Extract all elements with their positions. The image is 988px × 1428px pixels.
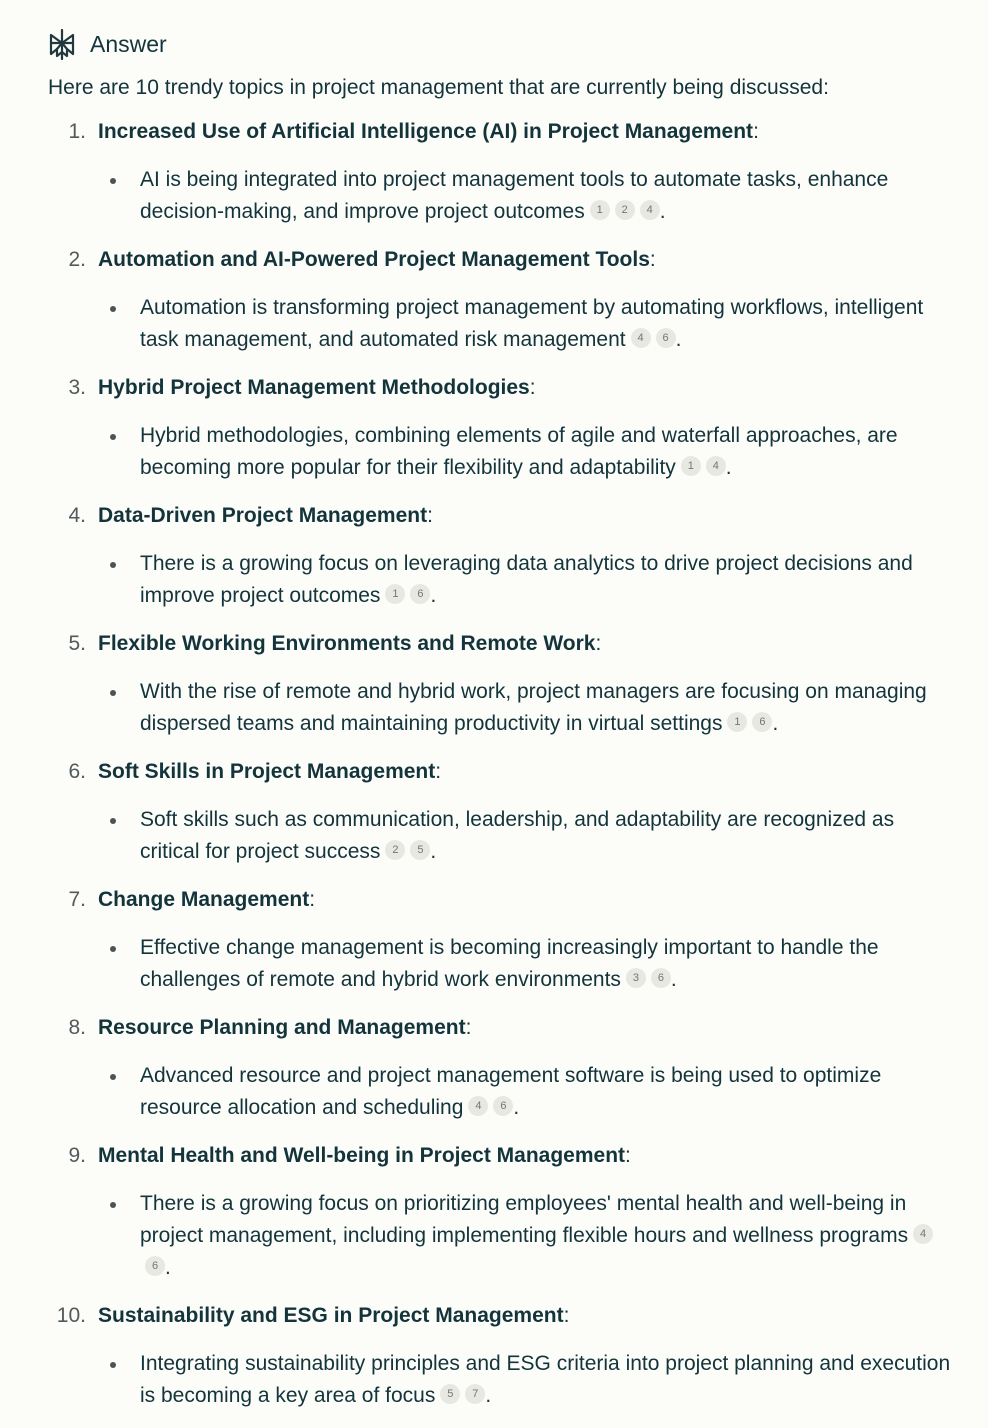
topic-detail: There is a growing focus on leveraging data analytics to drive project decisions and improve project outcomes 1 6 .: [140, 552, 913, 607]
topic-item: [48, 500, 948, 628]
citation-badge[interactable]: 1: [727, 712, 747, 732]
citation-badge[interactable]: 7: [465, 1384, 485, 1404]
topic-number: 3.: [68, 376, 86, 399]
topic-heading: Mental Health and Well-being in Project Management:: [98, 1144, 631, 1167]
citation-badge[interactable]: 3: [626, 968, 646, 988]
answer-intro: Here are 10 trendy topics in project management that are currently being discussed:: [48, 76, 829, 99]
perplexity-icon: [48, 28, 76, 60]
topic-detail-text: Advanced resource and project management software is being used to optimize resource allocation and scheduling: [140, 1064, 882, 1119]
topic-detail: Integrating sustainability principles and ESG criteria into project planning and execution is becoming a key area of focus 5 7 .: [140, 1352, 951, 1407]
citation-badge[interactable]: 4: [631, 328, 651, 348]
topic-list: [48, 116, 951, 1428]
citation-badge[interactable]: 4: [706, 456, 726, 476]
topic-number: 4.: [68, 504, 86, 527]
topic-detail-text: Integrating sustainability principles and ESG criteria into project planning and execution is becoming a key area of focus: [140, 1352, 951, 1407]
topic-heading: Change Management:: [98, 888, 316, 911]
topic-detail: Automation is transforming project management by automating workflows, intelligent task management, and automated risk management 4 6 .: [140, 296, 924, 351]
topic-title: Data-Driven Project Management: [98, 504, 428, 527]
citation-badge[interactable]: 5: [440, 1384, 460, 1404]
bullet-icon: [110, 946, 116, 952]
topic-number: 6.: [68, 760, 86, 783]
topic-detail-text: There is a growing focus on prioritizing employees' mental health and well-being in project management, including implementing flexible hours and wellness programs: [140, 1192, 909, 1247]
topic-item: [48, 372, 948, 500]
topic-title: Change Management: [98, 888, 310, 911]
citation-badge[interactable]: 2: [615, 200, 635, 220]
citation-badge[interactable]: 6: [493, 1096, 513, 1116]
citation-badge[interactable]: 6: [752, 712, 772, 732]
topic-detail: Hybrid methodologies, combining elements of agile and waterfall approaches, are becoming more popular for their flexibility and adaptability 1 4 .: [140, 424, 898, 479]
citation-badge[interactable]: 4: [913, 1224, 933, 1244]
topic-number: 1.: [68, 120, 86, 143]
topic-title: Soft Skills in Project Management: [98, 760, 436, 783]
topic-title: Increased Use of Artificial Intelligence (AI) in Project Management: [98, 120, 754, 143]
topic-detail-text: There is a growing focus on leveraging data analytics to drive project decisions and improve project outcomes: [140, 552, 913, 607]
answer-heading: Answer: [90, 31, 167, 57]
topic-item: [48, 1300, 951, 1428]
topic-item: [48, 1140, 948, 1300]
topic-heading: Soft Skills in Project Management:: [98, 760, 442, 783]
bullet-icon: [110, 1362, 116, 1368]
topic-title: Automation and AI-Powered Project Management Tools: [98, 248, 650, 271]
topic-detail-text: AI is being integrated into project management tools to automate tasks, enhance decision-making, and improve project outcomes: [140, 168, 889, 223]
bullet-icon: [110, 562, 116, 568]
topic-detail-text: Hybrid methodologies, combining elements of agile and waterfall approaches, are becoming more popular for their flexibility and adaptability: [140, 424, 898, 479]
topic-detail: With the rise of remote and hybrid work, project managers are focusing on managing dispersed teams and maintaining productivity in virtual settings 1 6 .: [140, 680, 927, 735]
topic-detail-text: Soft skills such as communication, leadership, and adaptability are recognized as critical for project success: [140, 808, 895, 863]
topic-detail: Advanced resource and project management software is being used to optimize resource allocation and scheduling 4 6 .: [140, 1064, 882, 1119]
topic-number: 5.: [68, 632, 86, 655]
citation-badge[interactable]: 6: [656, 328, 676, 348]
bullet-icon: [110, 434, 116, 440]
topic-item: [48, 884, 948, 1012]
topic-heading: Data-Driven Project Management:: [98, 504, 433, 527]
topic-title: Hybrid Project Management Methodologies: [98, 376, 530, 399]
bullet-icon: [110, 818, 116, 824]
topic-item: [48, 756, 948, 884]
bullet-icon: [110, 178, 116, 184]
topic-detail-text: With the rise of remote and hybrid work, project managers are focusing on managing dispersed teams and maintaining productivity in virtual settings: [140, 680, 927, 735]
citation-badge[interactable]: 1: [385, 584, 405, 604]
topic-title: Sustainability and ESG in Project Management: [98, 1304, 564, 1327]
citation-badge[interactable]: 6: [651, 968, 671, 988]
topic-item: [48, 1012, 948, 1140]
bullet-icon: [110, 1074, 116, 1080]
topic-heading: Sustainability and ESG in Project Management:: [98, 1304, 570, 1327]
topic-detail: Effective change management is becoming increasingly important to handle the challenges of remote and hybrid work environments 3 6 .: [140, 936, 879, 991]
topic-title: Resource Planning and Management: [98, 1016, 466, 1039]
citation-badge[interactable]: 1: [681, 456, 701, 476]
bullet-icon: [110, 690, 116, 696]
topic-item: [48, 244, 948, 372]
topic-heading: Hybrid Project Management Methodologies:: [98, 376, 536, 399]
citation-badge[interactable]: 6: [145, 1256, 165, 1276]
topic-heading: Automation and AI-Powered Project Management Tools:: [98, 248, 656, 271]
topic-detail: Soft skills such as communication, leadership, and adaptability are recognized as critical for project success 2 5 .: [140, 808, 895, 863]
topic-detail-text: Automation is transforming project management by automating workflows, intelligent task management, and automated risk management: [140, 296, 924, 351]
bullet-icon: [110, 1202, 116, 1208]
topic-detail: AI is being integrated into project management tools to automate tasks, enhance decision-making, and improve project outcomes 1 2 4 .: [140, 168, 889, 223]
citation-badge[interactable]: 2: [385, 840, 405, 860]
topic-detail-text: Effective change management is becoming increasingly important to handle the challenges of remote and hybrid work environments: [140, 936, 879, 991]
topic-heading: Increased Use of Artificial Intelligence (AI) in Project Management:: [98, 120, 759, 143]
citation-badge[interactable]: 5: [410, 840, 430, 860]
topic-number: 9.: [68, 1144, 86, 1167]
topic-number: 8.: [68, 1016, 86, 1039]
citation-badge[interactable]: 6: [410, 584, 430, 604]
topic-item: [48, 116, 948, 244]
topic-title: Flexible Working Environments and Remote Work: [98, 632, 596, 655]
topic-number: 10.: [56, 1304, 86, 1327]
citation-badge[interactable]: 1: [590, 200, 610, 220]
citation-badge[interactable]: 4: [468, 1096, 488, 1116]
bullet-icon: [110, 306, 116, 312]
citation-badge[interactable]: 4: [640, 200, 660, 220]
topic-heading: Flexible Working Environments and Remote Work:: [98, 632, 602, 655]
topic-number: 2.: [68, 248, 86, 271]
topic-title: Mental Health and Well-being in Project Management: [98, 1144, 626, 1167]
topic-detail: There is a growing focus on prioritizing employees' mental health and well-being in project management, including implementing flexible hours and wellness programs 46 .: [140, 1188, 955, 1284]
topic-number: 7.: [68, 888, 86, 911]
answer-header: [48, 28, 167, 60]
topic-item: [48, 628, 948, 756]
topic-heading: Resource Planning and Management:: [98, 1016, 472, 1039]
